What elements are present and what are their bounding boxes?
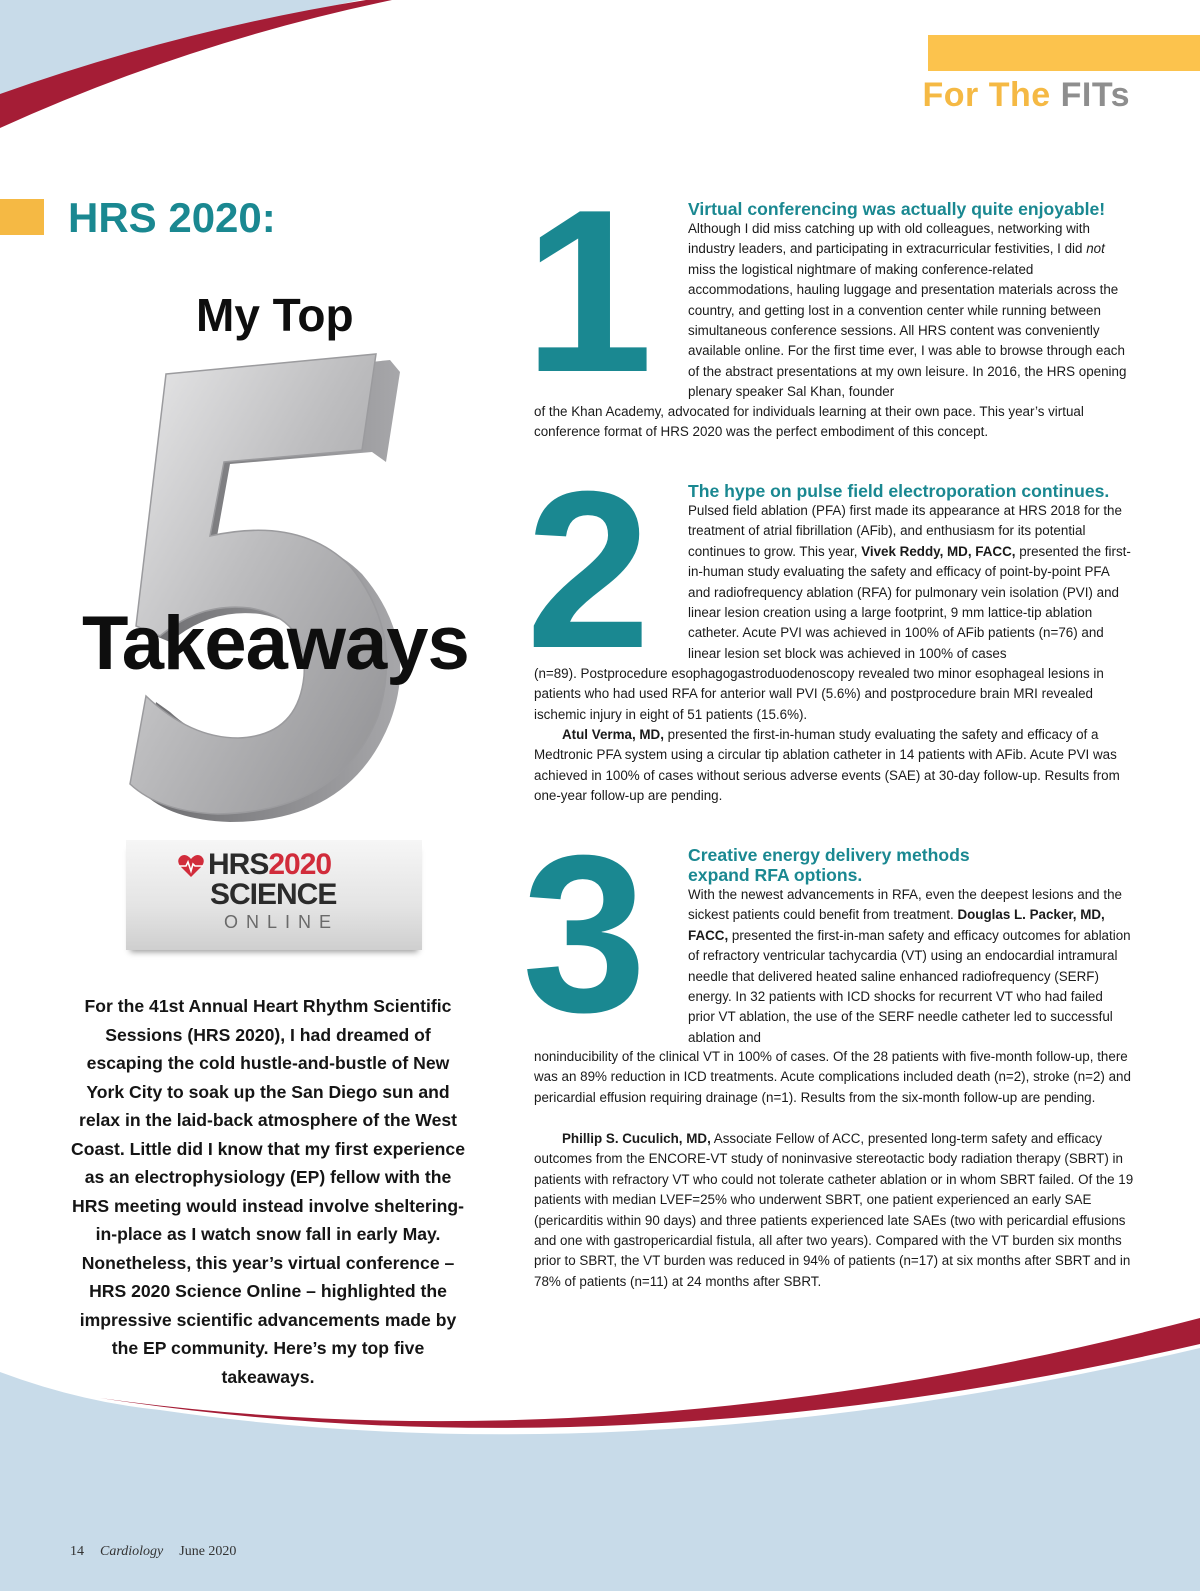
- takeaway-title-2: The hype on pulse field electroporation continues.: [688, 481, 1110, 501]
- takeaway-1-paragraph: [688, 219, 1132, 403]
- takeaway-3-paragraph-continued: noninducibility of the clinical VT in 100% of cases. Of the 28 patients with five-month follow-up, there was an 89% reduction in ICD treatments. Acute complications included death (n=2), stroke (n=2) and pericardial effusion requiring drainage (n=1). Results from the six-month follow-up are pending.: [534, 1049, 1131, 1105]
- logo-online-text: ONLINE: [224, 912, 340, 932]
- intro-paragraph: For the 41st Annual Heart Rhythm Scientific Sessions (HRS 2020), I had dreamed of escaping the cold hustle-and-bustle of New York City to soak up the San Diego sun and relax in the laid-back atmosphere of the West Coast. Little did I know that my first experience as an electrophysiology (EP) fellow with the HRS meeting would instead involve sheltering-in-place as I watch snow fall in early May. Nonetheless, this year’s virtual conference – HRS 2020 Science Online – highlighted the impressive scientific advancements made by the EP community. Here’s my top five takeaways.: [71, 996, 465, 1387]
- headline-marker: [0, 199, 44, 235]
- heart-ecg-icon: [178, 854, 204, 878]
- text-run: presented the first-in-man safety and efficacy outcomes for ablation of refractory ventricular tachycardia (VT) using an endocardial intramural needle that delivered heated saline enhanced radiofrequency (SERF) energy. In 32 patients with ICD shocks for recurrent VT who had failed prior VT ablation, the use of the SERF needle catheter led to successful ablation and: [688, 927, 1131, 1045]
- presenter-name: Phillip S. Cuculich, MD,: [562, 1131, 711, 1146]
- takeaway-title-3: Creative energy delivery methods expand RFA options.: [688, 845, 970, 885]
- page-footer: [70, 1544, 236, 1560]
- logo-hrs-text: HRS: [208, 848, 269, 881]
- my-top-title: My Top: [196, 289, 354, 341]
- takeaway-2-paragraph-2: [534, 725, 1134, 807]
- takeaways-title: Takeaways: [82, 601, 469, 686]
- journal-name: Cardiology: [100, 1544, 164, 1559]
- takeaway-2-paragraph-continued: (n=89). Postprocedure esophagogastroduodenoscopy revealed two minor esophageal lesions in patients who had used RFA for anterior wall PVI (5.6%) and postprocedure brain MRI revealed ischemic injury in eight of 51 patients (15.6%).: [534, 666, 1104, 722]
- takeaway-number-1: 1: [524, 162, 648, 421]
- section-label: [923, 76, 1131, 115]
- page-number: 14: [70, 1544, 84, 1559]
- headline: HRS 2020:: [68, 194, 276, 241]
- text-run: Pulsed field ablation (PFA) first made its appearance at HRS 2018 for the treatment of atrial fibrillation (AFib), and enthusiasm for its potential continues to grow. This year,: [688, 503, 1122, 559]
- takeaway-2-paragraph: [688, 501, 1132, 664]
- text-run: presented the first-in-human study evaluating the safety and efficacy of point-by-point PFA and radiofrequency ablation (RFA) for pulmonary vein isolation (PVI) and linear lesion creation using a large footprint, 9 mm lattice-tip ablation catheter. Acute PVI was achieved in 100% of AFib patients (n=76) and linear lesion set block was achieved in 100% of cases: [688, 543, 1131, 661]
- hrs-science-online-logo: [126, 840, 422, 950]
- takeaway-1-paragraph-continued: of the Khan Academy, advocated for individuals learning at their own pace. This year’s virtual conference format of HRS 2020 was the perfect embodiment of this concept.: [534, 404, 1084, 440]
- text-run: presented the first-in-human study evaluating the safety and efficacy of a Medtronic PFA system using a circular tip ablation catheter in 14 patients with AFib. Acute PVI was achieved in 100% of cases without serious adverse events (SAE) at 30-day follow-up. Results from one-year follow-up are pending.: [534, 727, 1120, 804]
- section-tab-bar: [928, 35, 1200, 71]
- presenter-name: Douglas L. Packer, MD, FACC,: [688, 907, 1105, 943]
- emphasis-text: not: [1086, 241, 1105, 257]
- presenter-name: Atul Verma, MD,: [562, 727, 664, 742]
- takeaway-3-paragraph-2: [534, 1129, 1134, 1292]
- takeaway-number-3: 3: [522, 809, 647, 1059]
- presenter-name: Vivek Reddy, MD, FACC,: [861, 543, 1016, 559]
- takeaway-number-2: 2: [526, 445, 651, 695]
- takeaway-title-1: Virtual conferencing was actually quite enjoyable!: [688, 199, 1106, 219]
- text-run: With the newest advancements in RFA, even the deepest lesions and the sickest patients could benefit from treatment.: [688, 887, 1122, 923]
- five-face: [130, 354, 386, 814]
- section-label-fits: FITs: [1060, 76, 1130, 114]
- text-run: Associate Fellow of ACC, presented long-term safety and efficacy outcomes from the ENCORE-VT study of noninvasive stereotactic body radiation therapy (SBRT) in patients with refractory VT who could not tolerate catheter ablation or in whom SBRT failed. Of the 19 patients with median LVEF=25% who underwent SBRT, one patient experienced an early SAE (pericarditis within 90 days) and three patients experienced late SAEs (two with pericardial effusions and one with gastropericardial fistula, all after two years). Compared with the VT burden six months prior to SBRT, the VT burden was reduced in 94% of patients (n=17) at six months after SBRT and in 78% of patients (n=11) at 24 months after SBRT.: [534, 1131, 1134, 1289]
- logo-hrs-2020: [208, 848, 331, 882]
- logo-science-text: SCIENCE: [210, 878, 337, 911]
- text-run: Although I did miss catching up with old colleagues, networking with industry leaders, and participating in extracurricular festivities, I did: [688, 221, 1090, 257]
- section-label-for-the: For The: [922, 76, 1051, 114]
- text-run: miss the logistical nightmare of making conference-related accommodations, hauling luggage and presentation materials across the country, and getting lost in a convention center while running between simultaneous conference sessions. All HRS content was conveniently available online. For the first time ever, I was able to browse through each of the abstract presentations at my own leisure. In 2016, the HRS opening plenary speaker Sal Khan, founder: [688, 261, 1127, 400]
- issue-date: June 2020: [179, 1544, 237, 1559]
- takeaway-3-paragraph: [688, 885, 1132, 1048]
- big-five-graphic: [100, 352, 430, 832]
- logo-year-text: 2020: [268, 848, 332, 881]
